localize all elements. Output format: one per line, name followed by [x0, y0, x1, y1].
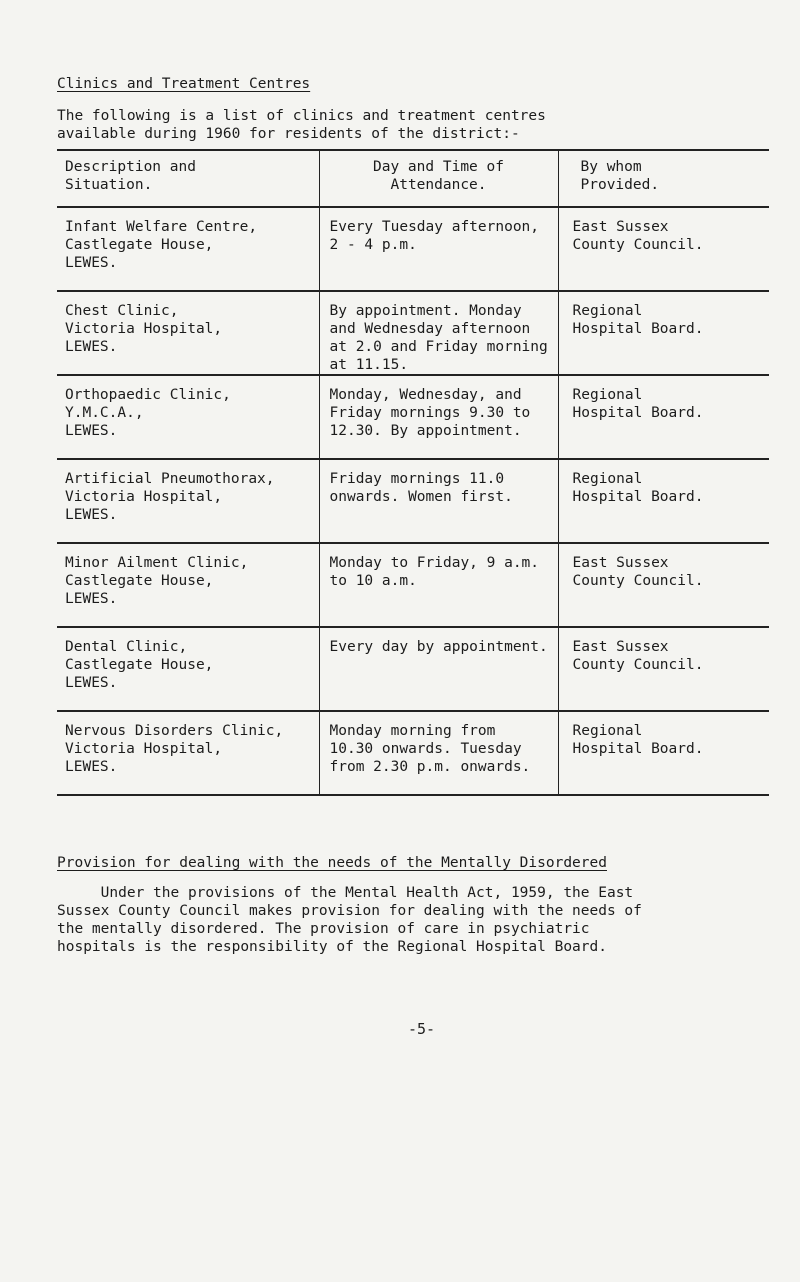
attendance-cell: Every Tuesday afternoon, 2 - 4 p.m.	[319, 207, 558, 291]
provider-cell: Regional Hospital Board.	[558, 459, 769, 543]
paragraph-line: Sussex County Council makes provision for dealing with the needs of	[57, 903, 642, 919]
attendance-cell: Monday to Friday, 9 a.m. to 10 a.m.	[319, 543, 558, 627]
description-cell: Artificial Pneumothorax, Victoria Hospital, LEWES.	[57, 459, 319, 543]
clinics-table	[57, 149, 769, 796]
page-heading: Clinics and Treatment Centres	[57, 76, 311, 92]
table-header-row	[57, 150, 769, 207]
description-cell: Nervous Disorders Clinic, Victoria Hospital, LEWES.	[57, 711, 319, 795]
mental-health-paragraph	[57, 884, 787, 956]
provider-cell: Regional Hospital Board.	[558, 375, 769, 459]
column-header-attendance: Day and Time of Attendance.	[319, 150, 558, 207]
description-cell: Infant Welfare Centre, Castlegate House, LEWES.	[57, 207, 319, 291]
provider-cell: Regional Hospital Board.	[558, 711, 769, 795]
intro-line: The following is a list of clinics and treatment centres	[57, 108, 546, 124]
description-cell: Orthopaedic Clinic, Y.M.C.A., LEWES.	[57, 375, 319, 459]
attendance-cell: Friday mornings 11.0 onwards. Women first.	[319, 459, 558, 543]
description-cell: Minor Ailment Clinic, Castlegate House, LEWES.	[57, 543, 319, 627]
provider-cell: East Sussex County Council.	[558, 207, 769, 291]
table-row	[57, 291, 769, 375]
description-cell: Dental Clinic, Castlegate House, LEWES.	[57, 627, 319, 711]
table-row	[57, 543, 769, 627]
column-header-description: Description and Situation.	[57, 150, 319, 207]
paragraph-line: the mentally disordered. The provision of care in psychiatric	[57, 921, 590, 937]
description-cell: Chest Clinic, Victoria Hospital, LEWES.	[57, 291, 319, 375]
table-row	[57, 459, 769, 543]
provider-cell: East Sussex County Council.	[558, 543, 769, 627]
provider-cell: East Sussex County Council.	[558, 627, 769, 711]
paragraph-line: Under the provisions of the Mental Health Act, 1959, the East	[57, 885, 634, 901]
intro-line: available during 1960 for residents of the district:-	[57, 126, 520, 142]
table-row	[57, 627, 769, 711]
table-row	[57, 207, 769, 291]
attendance-cell: Monday morning from 10.30 onwards. Tuesday from 2.30 p.m. onwards.	[319, 711, 558, 795]
page-number: -5-	[408, 1020, 436, 1038]
provider-cell: Regional Hospital Board.	[558, 291, 769, 375]
column-header-provider: By whom Provided.	[558, 150, 769, 207]
table-row	[57, 375, 769, 459]
intro-paragraph	[57, 107, 777, 143]
attendance-cell: By appointment. Monday and Wednesday afternoon at 2.0 and Friday morning at 11.15.	[319, 291, 558, 375]
attendance-cell: Monday, Wednesday, and Friday mornings 9.30 to 12.30. By appointment.	[319, 375, 558, 459]
table-row	[57, 711, 769, 795]
attendance-cell: Every day by appointment.	[319, 627, 558, 711]
section-subheading: Provision for dealing with the needs of the Mentally Disordered	[57, 855, 607, 871]
paragraph-line: hospitals is the responsibility of the Regional Hospital Board.	[57, 939, 607, 955]
